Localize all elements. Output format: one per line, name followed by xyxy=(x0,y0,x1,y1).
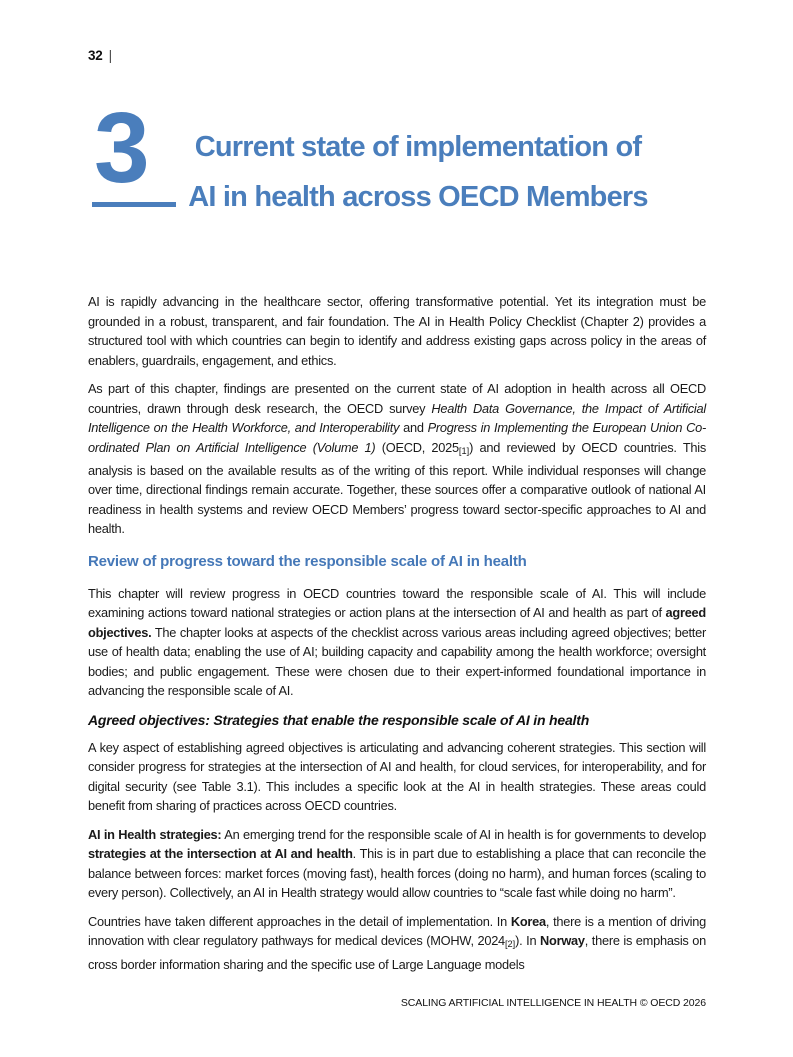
page-number: 32 xyxy=(88,48,103,63)
footer-running-title: SCALING ARTIFICIAL INTELLIGENCE IN HEALTH © OECD 2026 xyxy=(400,997,706,1009)
paragraph-agreed-1: A key aspect of establishing agreed objectives is articulating and advancing coherent strategies. This section will consider progress for strategies at the intersection of AI and health, for cloud services, for interoperability, and for digital security (see Table 3.1). This includes a specific look at the AI in health strategies. These areas could benefit from sharing of practices across OECD countries. xyxy=(88,739,706,814)
chapter-title-line-1: Current state of implementation of xyxy=(194,131,642,163)
body-content xyxy=(88,292,706,983)
subsection-heading-agreed-objectives: Agreed objectives: Strategies that enable the responsible scale of AI in health xyxy=(88,711,590,728)
chapter-title-line-2: AI in health across OECD Members xyxy=(188,181,648,213)
header-separator: | xyxy=(108,48,112,63)
paragraph-intro-1: AI is rapidly advancing in the healthcare sector, offering transformative potential. Yet its integration must be grounded in a robust, transparent, and fair foundation. The AI in Health Policy Checklist (Chapter 2) provides a structured tool with which countries can begin to identify and address existing gaps across policy in the areas of enablers, guardrails, engagement, and ethics. xyxy=(88,294,706,368)
paragraph-intro-2: As part of this chapter, findings are presented on the current state of AI adoption in health across all OECD countries, drawn through desk research, the OECD survey Health Data Governance, the Impact of Artificial Intelligence on the Health Workforce, and Interoperability and Progress in Implementing the European Union Co-ordinated Plan on Artificial Intelligence (Volume 1) (OECD, 2025[1]) and reviewed by OECD countries. This analysis is based on the available results as of the writing of this report. While individual responses will change over time, directional findings remain accurate. Together, these sources offer a comparative outlook of national AI readiness in health systems and review OECD Members’ progress toward sector-specific approaches to AI and health. xyxy=(88,381,706,537)
paragraph-review-1: This chapter will review progress in OECD countries toward the responsible scale of AI. This will include examining actions toward national strategies or action plans at the intersection of AI and health as part of agreed objectives. The chapter looks at aspects of the checklist across various areas including agreed objectives; better use of health data; enabling the use of AI; building capacity and capability among the health workforce; oversight bodies; and public engagement. These were chosen due to their expert-informed foundational importance in advancing the responsible scale of AI. xyxy=(88,585,706,699)
chapter-number-block xyxy=(92,92,176,207)
page-header xyxy=(88,48,112,63)
section-heading-review: Review of progress toward the responsible scale of AI in health xyxy=(88,552,527,570)
paragraph-agreed-3: Countries have taken different approaches in the detail of implementation. In Korea, there is a mention of driving innovation with clear regulatory pathways for medical devices (MOHW, 2024[2]). In Norway, there is emphasis on cross border information sharing and the specific use of Large Language models xyxy=(88,913,707,972)
paragraph-agreed-2: AI in Health strategies: An emerging trend for the responsible scale of AI in health is for governments to develop strategies at the intersection at AI and health. This is in part due to establishing a place that can reconcile the balance between forces: market forces (moving fast), health forces (doing no harm), and human forces (scaling to every person). Collectively, an AI in Health strategy would allow countries to “scale fast while doing no harm”. xyxy=(88,826,706,901)
chapter-number: 3 xyxy=(92,102,176,207)
chapter-title xyxy=(168,122,668,222)
